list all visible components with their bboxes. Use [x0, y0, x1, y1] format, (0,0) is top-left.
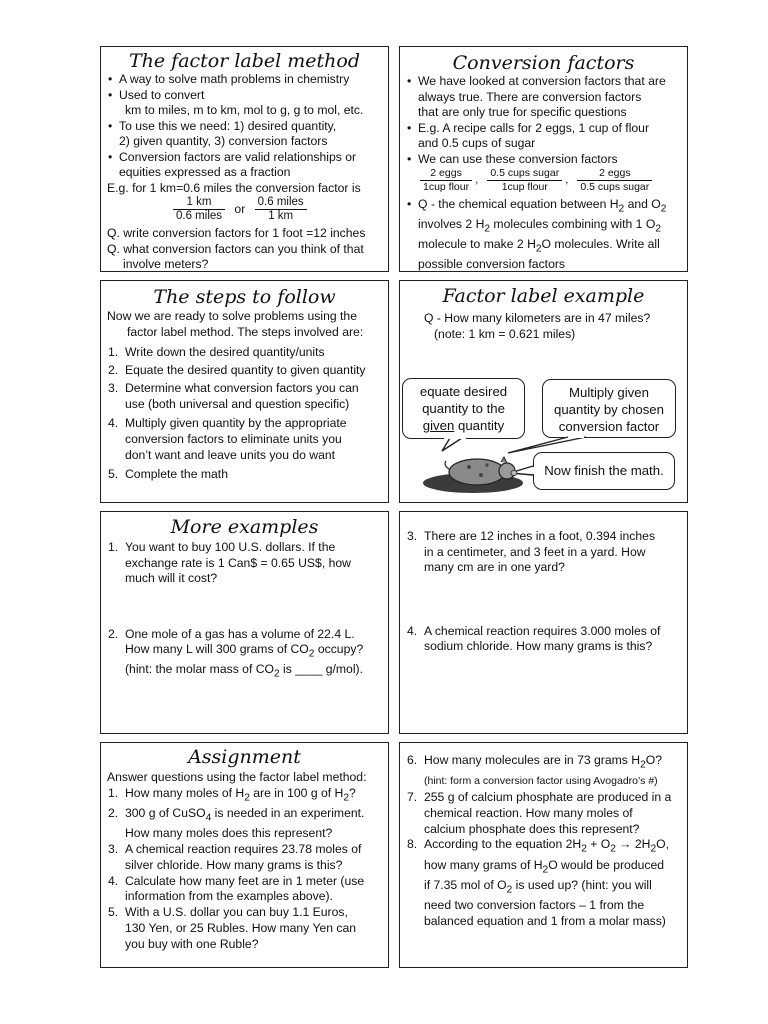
- panel-title: Factor label example: [442, 285, 645, 307]
- text-line: quantity to the: [422, 401, 505, 416]
- item-number: 3.: [407, 529, 418, 543]
- step-text: don’t want and leave units you do want: [125, 448, 336, 463]
- item-number: 4.: [407, 623, 418, 638]
- numerator: 0.6 miles: [255, 196, 307, 210]
- assignment-item: [107, 842, 382, 874]
- text-line: need two conversion factors – 1 from the: [424, 898, 645, 913]
- hint-text: (hint: form a conversion factor using Avogadro’s #): [424, 775, 658, 788]
- text-line: many cm are in one yard?: [424, 560, 565, 574]
- text-line: balanced equation and 1 from a molar mass): [424, 913, 666, 928]
- item-number: 2.: [108, 626, 119, 641]
- step-number: 4.: [108, 415, 119, 430]
- assignment-item: [107, 806, 382, 842]
- step-item: [107, 362, 382, 378]
- panel-body: [101, 308, 388, 482]
- subscript: 2: [506, 884, 513, 896]
- text-line: involve meters?: [123, 257, 209, 271]
- text-line: chemical reaction. How many moles of: [424, 805, 633, 820]
- text-line: factor label method. The steps involved are:: [127, 325, 364, 340]
- step-item: [107, 466, 382, 482]
- bullet: [406, 74, 681, 121]
- step-text: Determine what conversion factors you can: [125, 381, 359, 396]
- fraction: [487, 167, 562, 194]
- text-line: equate desired: [419, 384, 508, 399]
- text-line: Conversion factors are valid relationships or: [119, 149, 357, 164]
- numerator: 0.5 cups sugar: [487, 167, 562, 181]
- assignment-item: [406, 753, 681, 790]
- panel-factor-label-example: [399, 280, 688, 503]
- text: ?: [349, 785, 356, 800]
- intro: Answer questions using the factor label method:: [107, 770, 367, 784]
- text-line: Multiply given: [569, 385, 649, 400]
- text: how many grams of H: [424, 857, 543, 872]
- text-line: always true. There are conversion factors: [418, 89, 642, 104]
- text: molecules combining with 1 O: [490, 216, 656, 231]
- step-number: 1.: [108, 344, 119, 359]
- text: O?: [645, 753, 662, 767]
- text-line: With a U.S. dollar you can buy 1.1 Euros,: [125, 905, 348, 920]
- denominator: 1 km: [268, 210, 294, 222]
- text-line: Now finish the math.: [544, 463, 664, 478]
- subscript: 2: [343, 792, 350, 804]
- subscript: 2: [542, 864, 549, 876]
- subscript: 2: [640, 759, 646, 771]
- bullet: • Used to convert: [107, 88, 382, 104]
- text: + O: [586, 837, 611, 852]
- text: (hint: the molar mass of CO: [125, 661, 275, 676]
- panel-more-examples: [100, 511, 389, 734]
- panel-steps-to-follow: [100, 280, 389, 503]
- subscript: 2: [660, 203, 667, 215]
- text-line: One mole of a gas has a volume of 22.4 L.: [125, 626, 355, 641]
- step-text: Equate the desired quantity to given quantity: [125, 362, 366, 377]
- panel-body: [101, 72, 388, 273]
- subscript: 2: [484, 223, 491, 235]
- step-text: use (both universal and question specific): [125, 397, 350, 412]
- bullet: [406, 121, 681, 152]
- step-text: conversion factors to eliminate units you: [125, 432, 342, 447]
- denominator: 1cup flour: [423, 181, 470, 193]
- step-item: [107, 380, 382, 413]
- text-line: silver chloride. How many grams is this?: [125, 857, 343, 872]
- or-text: or: [234, 201, 246, 216]
- text: How many L will 300 grams of CO: [125, 642, 309, 656]
- item-number: 2.: [108, 806, 119, 821]
- item-number: 7.: [407, 790, 418, 805]
- example-line: E.g. for 1 km=0.6 miles the conversion factor is: [107, 180, 361, 195]
- assignment-item: [107, 786, 382, 806]
- text: → 2H: [615, 837, 651, 852]
- text-line: You want to buy 100 U.S. dollars. If the: [125, 540, 336, 554]
- bullet-sub: km to miles, m to km, mol to g, g to mol, etc.: [125, 103, 364, 117]
- text: O,: [656, 837, 669, 852]
- text: is ____ g/mol).: [279, 661, 363, 676]
- denominator: 1cup flour: [501, 181, 548, 193]
- speech-bubble-equate: [402, 378, 525, 439]
- fraction-row: [107, 196, 382, 226]
- subscript: 2: [244, 792, 250, 804]
- bullet: [107, 150, 382, 181]
- subscript: 2: [581, 843, 587, 855]
- text: involves 2 H: [418, 216, 485, 231]
- text-line: calcium phosphate does this represent?: [424, 821, 640, 836]
- panel-body: [101, 540, 388, 682]
- text: O would be produced: [548, 857, 665, 872]
- text-underlined: given: [422, 418, 455, 433]
- pig-in-mud-illustration: [415, 447, 525, 497]
- panel-conversion-factors: [399, 46, 688, 272]
- subscript: 2: [308, 648, 315, 660]
- step-text: Multiply given quantity by the appropriate: [125, 415, 347, 430]
- fraction: [577, 167, 652, 194]
- example-item: [406, 624, 681, 655]
- panel-title: More examples: [170, 516, 319, 538]
- item-number: 6.: [407, 753, 418, 767]
- text: Q - the chemical equation between H: [418, 197, 619, 211]
- panel-factor-label-method: [100, 46, 389, 272]
- assignment-item: [406, 837, 681, 929]
- fraction-row: [406, 167, 681, 197]
- text-line: conversion factor: [558, 419, 660, 434]
- item-number: 4.: [108, 873, 119, 888]
- text: occupy?: [314, 642, 364, 656]
- text-line: Calculate how many feet are in 1 meter (use: [125, 873, 365, 888]
- numerator: 1 km: [173, 196, 225, 210]
- text: is needed in an experiment.: [211, 806, 365, 821]
- denominator: 0.6 miles: [176, 210, 223, 222]
- panel-title: Assignment: [188, 746, 301, 768]
- text: possible conversion factors: [418, 256, 565, 271]
- item-number: 8.: [407, 837, 418, 852]
- text: 300 g of CuSO: [125, 806, 206, 821]
- comma: ,: [565, 173, 569, 186]
- item-number: 1.: [108, 785, 119, 800]
- fraction: [420, 167, 472, 194]
- comma: ,: [475, 173, 479, 186]
- fraction: [173, 196, 225, 223]
- denominator: 0.5 cups sugar: [580, 181, 650, 193]
- step-number: 5.: [108, 466, 119, 481]
- question-note: (note: 1 km = 0.621 miles): [434, 326, 576, 341]
- text: and O: [624, 197, 661, 211]
- step-item: [107, 344, 382, 360]
- text-line: 255 g of calcium phosphate are produced in a: [424, 790, 672, 805]
- text-line: in a centimeter, and 3 feet in a yard. How: [424, 544, 646, 559]
- panel-body: [400, 311, 687, 342]
- text-line: exchange rate is 1 Can$ = 0.65 US$, how: [125, 555, 351, 570]
- step-number: 2.: [108, 362, 119, 377]
- text-line: 2) given quantity, 3) conversion factors: [119, 134, 328, 148]
- text-line: information from the examples above).: [125, 889, 333, 904]
- text-line: There are 12 inches in a foot, 0.394 inches: [424, 529, 656, 543]
- text-line: E.g. A recipe calls for 2 eggs, 1 cup of flour: [418, 120, 650, 135]
- intro: [107, 308, 382, 341]
- step-text: Complete the math: [125, 466, 228, 481]
- question: Q - How many kilometers are in 47 miles?: [424, 311, 651, 325]
- text-line: you buy with one Ruble?: [125, 936, 259, 951]
- question: [107, 242, 382, 273]
- assignment-item: [406, 790, 681, 837]
- text: are in 100 g of H: [249, 785, 344, 800]
- question: Q. write conversion factors for 1 foot =12 inches: [107, 226, 366, 240]
- text-line: How many moles does this represent?: [125, 826, 333, 841]
- bullet: [107, 119, 382, 150]
- item-number: 1.: [108, 540, 119, 554]
- assignment-item: [107, 905, 382, 952]
- example-item: [107, 627, 382, 682]
- subscript: 2: [274, 668, 280, 680]
- subscript: 4: [205, 812, 212, 824]
- text-line: quantity by chosen: [554, 402, 664, 417]
- text-line: and 0.5 cups of sugar: [418, 136, 536, 150]
- subscript: 2: [618, 203, 625, 215]
- panel-assignment: [100, 742, 389, 968]
- step-text: Write down the desired quantity/units: [125, 344, 325, 359]
- text: O molecules. Write all: [541, 236, 660, 251]
- example-item: [107, 540, 382, 587]
- panel-assignment-continued: [399, 742, 688, 968]
- text: if 7.35 mol of O: [424, 877, 507, 892]
- subscript: 2: [610, 843, 616, 855]
- text: According to the equation 2H: [424, 837, 582, 852]
- panel-title: Conversion factors: [452, 52, 635, 74]
- text-line: To use this we need: 1) desired quantity,: [119, 118, 337, 133]
- example-item: [406, 529, 681, 576]
- text: molecule to make 2 H: [418, 236, 536, 251]
- speech-bubble-finish: [533, 452, 675, 490]
- subscript: 2: [650, 843, 657, 855]
- panel-title: The factor label method: [128, 50, 361, 72]
- text: How many molecules are in 73 grams H: [424, 753, 641, 767]
- panel-more-examples-continued: [399, 511, 688, 734]
- step-item: [107, 415, 382, 464]
- text-line: A chemical reaction requires 23.78 moles of: [125, 842, 362, 857]
- item-number: 3.: [108, 842, 119, 857]
- text-line: much will it cost?: [125, 571, 218, 585]
- step-number: 3.: [108, 381, 119, 396]
- assignment-item: [107, 874, 382, 906]
- text: is used up? (hint: you will: [512, 877, 652, 892]
- panel-title: The steps to follow: [153, 286, 336, 308]
- text-line: A chemical reaction requires 3.000 moles of: [424, 623, 661, 638]
- text-line: equities expressed as a fraction: [119, 165, 291, 179]
- item-number: 5.: [108, 905, 119, 920]
- numerator: 2 eggs: [577, 167, 652, 181]
- text-line: that are only true for specific questions: [418, 105, 627, 119]
- text-line: We have looked at conversion factors that are: [418, 74, 666, 88]
- text-line: Q. what conversion factors can you think of that: [107, 241, 364, 256]
- text-line: quantity: [454, 418, 505, 433]
- text: How many moles of H: [125, 785, 245, 800]
- text-line: sodium chloride. How many grams is this?: [424, 639, 653, 653]
- bullet-question: [406, 197, 681, 272]
- subscript: 2: [655, 223, 661, 235]
- speech-bubble-multiply: [542, 379, 676, 438]
- panel-body: [400, 743, 687, 930]
- numerator: 2 eggs: [420, 167, 472, 181]
- bullet: • A way to solve math problems in chemistry: [107, 72, 382, 88]
- panel-body: [101, 770, 388, 953]
- panel-body: [400, 512, 687, 655]
- bullet: • We can use these conversion factors: [406, 152, 681, 168]
- panel-body: [400, 74, 687, 272]
- text-line: 130 Yen, or 25 Rubles. How many Yen can: [125, 921, 357, 936]
- fraction: [255, 196, 307, 223]
- text-line: Now we are ready to solve problems using the: [107, 309, 357, 323]
- subscript: 2: [535, 243, 542, 255]
